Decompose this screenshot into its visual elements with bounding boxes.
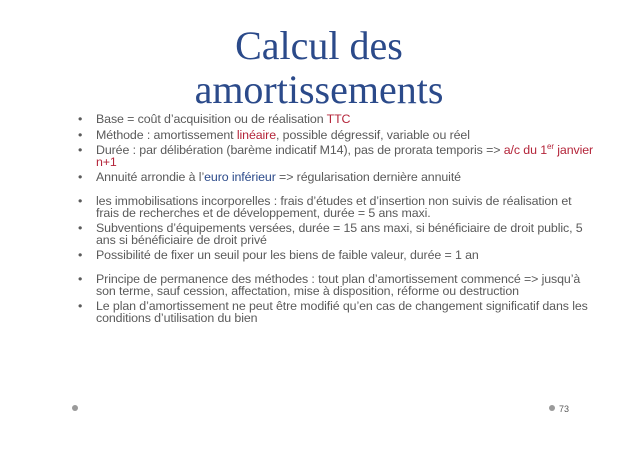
- bullet-highlight: linéaire: [236, 127, 276, 142]
- bullet-item: [76, 193, 596, 220]
- page-number: 73: [559, 404, 570, 414]
- slide-title: [0, 24, 638, 112]
- bullet-icon: •: [78, 271, 83, 286]
- bullet-icon: •: [78, 248, 83, 263]
- bullet-icon: •: [78, 193, 83, 208]
- bullet-text: Annuité arrondie à l’: [96, 170, 205, 185]
- footer-left-dot-icon: [72, 405, 78, 411]
- bullet-highlight: TTC: [326, 112, 351, 126]
- bullet-icon: •: [78, 170, 83, 185]
- bullet-item: [76, 223, 596, 246]
- bullet-text: Base = coût d’acquisition ou de réalisation: [96, 112, 327, 126]
- bullet-icon: •: [78, 143, 83, 158]
- slide-title-line-1: Calcul des: [235, 23, 403, 68]
- bullet-text: Possibilité de fixer un seuil pour les biens de faible valeur, durée = 1 an: [96, 248, 479, 263]
- bullet-icon: •: [78, 112, 83, 126]
- bullet-item: [76, 271, 596, 298]
- bullet-text: Le plan d’amortissement ne peut être modifié qu’en cas de changement significatif dans les conditions d’utilisation du bien: [96, 299, 588, 325]
- footer-right-dot-icon: [549, 405, 555, 411]
- bullet-list: [76, 114, 596, 328]
- bullet-item: [76, 172, 596, 184]
- bullet-item: [76, 250, 596, 262]
- bullet-highlight: janvier n+1: [96, 143, 594, 169]
- bullet-text: Durée : par délibération (barème indicatif M14), pas de prorata temporis =>: [96, 143, 504, 158]
- bullet-text: , possible dégressif, variable ou réel: [276, 127, 470, 142]
- bullet-text: Principe de permanence des méthodes : tout plan d’amortissement commencé => jusqu’à son terme, sauf cession, affectation, mise à disposition, réforme ou destruction: [96, 271, 581, 298]
- bullet-highlight: euro inférieur: [204, 170, 276, 185]
- bullet-text: les immobilisations incorporelles : frais d’études et d’insertion non suivis de réalisation et frais de recherches et de développement, durée = 5 ans maxi.: [96, 193, 572, 220]
- bullet-item: [76, 301, 596, 324]
- slide-title-line-2: amortissements: [194, 67, 444, 112]
- bullet-text: => régularisation dernière annuité: [275, 170, 461, 185]
- bullet-text: Subventions d’équipements versées, durée = 15 ans maxi, si bénéficiaire de droit public, 5 ans si bénéficiaire de droit privé: [96, 221, 583, 247]
- bullet-item: [76, 114, 596, 126]
- bullet-item: [76, 127, 596, 142]
- bullet-text: Méthode : amortissement: [96, 127, 237, 142]
- bullet-highlight-superscript: er: [547, 142, 554, 152]
- bullet-icon: •: [78, 127, 83, 142]
- bullet-icon: •: [78, 221, 83, 236]
- bullet-icon: •: [78, 299, 83, 314]
- bullet-highlight: a/c du 1: [503, 143, 547, 158]
- bullet-item: [76, 142, 596, 169]
